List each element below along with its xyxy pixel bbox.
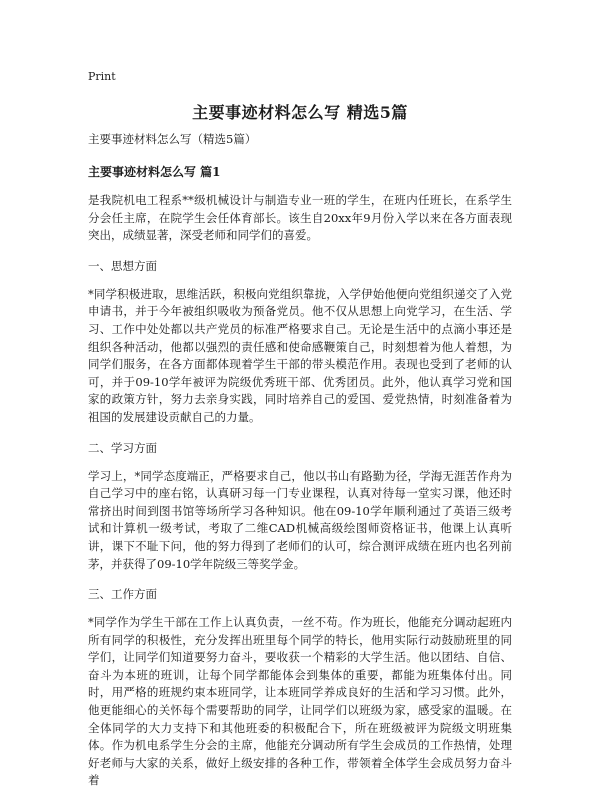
section-heading-study: 二、学习方面 — [88, 440, 157, 455]
section-paragraph-work: *同学作为学生干部在工作上认真负责，一丝不苟。作为班长，他能充分调动起班内所有同学的积极性，充分发挥出班里每个同学的特长，他用实际行动鼓励班里的同学们，让同学们知道要努力奋斗，要收获一个精彩的大学生活。他以团结、自信、奋斗为本班的班训，让每个同学都能体会到集体的重要，都能为班集体付出。同时，用严格的班规约束本班同学，让本班同学养成良好的生活和学习习惯。此外，他更能细心的关怀每个需要帮助的同学，让同学们以班级为家，感受家的温暖。在全体同学的大力支持下和其他班委的积极配合下，所在班级被评为院级文明班集体。作为机电系学生分会的主席，他能充分调动所有学生会成员的工作热情，处理好老师与大家的关系，做好上级安排的各种工作，带领着全体学生会成员努力奋斗着 — [88, 615, 512, 788]
document-title: 主要事迹材料怎么写 精选5篇 — [192, 103, 408, 122]
document-body — [88, 130, 512, 802]
section-paragraph-thought: *同学积极进取，思维活跃，积极向党组织靠拢，入学伊始他便向党组织递交了入党申请书，并于今年被组织吸收为预备党员。他不仅从思想上向党学习，在生活、学习、工作中处处都以共产党员的标准严格要求自己。无论是生活中的点滴小事还是组织各种活动，他都以强烈的责任感和使命感鞭策自己，时刻想着为他人着想，为同学们服务，在各方面都体现着学生干部的带头模范作用。表现也受到了老师的认可，并于09-10学年被评为院级优秀班干部、优秀团员。此外，他认真学习党和国家的政策方针，努力去亲身实践，同时培养自己的爱国、爱党热情，时刻准备着为祖国的发展建设贡献自己的力量。 — [88, 286, 512, 424]
section-title: 主要事迹材料怎么写 篇1 — [88, 165, 221, 179]
document-subtitle: 主要事迹材料怎么写（精选5篇） — [88, 132, 257, 146]
section-heading-thought: 一、思想方面 — [88, 258, 157, 273]
print-link[interactable]: Print — [88, 70, 116, 83]
section-heading-work: 三、工作方面 — [88, 587, 157, 602]
section-paragraph-study: 学习上，*同学态度端正，严格要求自己，他以书山有路勤为径，学海无涯苦作舟为自己学习中的座右铭，认真研习每一门专业课程，认真对待每一堂实习课，他还时常挤出时间到图书馆等场所学习各种知识。他在09-10学年顺利通过了英语三级考试和计算机一级考试，考取了二维CAD机械高级绘图师资格证书，他课上认真听讲，课下不耻下问，他的努力得到了老师们的认可，综合测评成绩在班内也名列前茅，并获得了09-10学年院级三等奖学金。 — [88, 468, 512, 571]
intro-paragraph: 是我院机电工程系**级机械设计与制造专业一班的学生，在班内任班长，在系学生分会任主席，在院学生会任体育部长。该生自20xx年9月份入学以来在各方面表现突出，成绩显著，深受老师和同学们的喜爱。 — [88, 193, 512, 243]
